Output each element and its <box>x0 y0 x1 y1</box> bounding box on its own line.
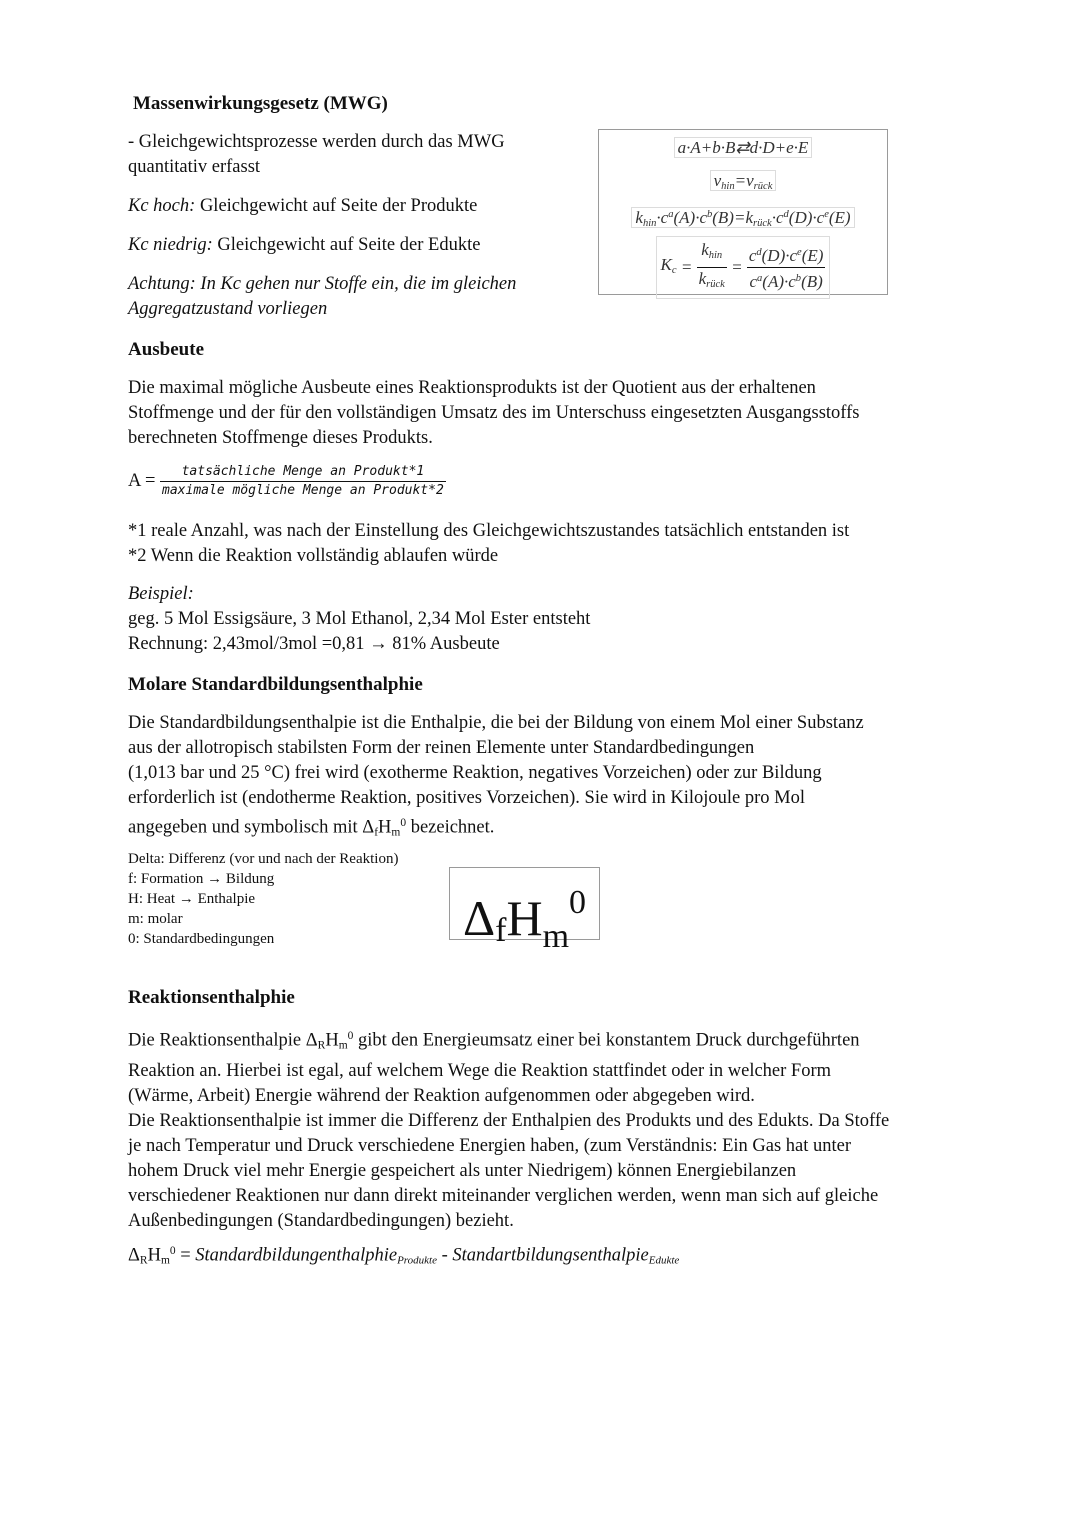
legend-h: H: Heat → Enthalpie <box>128 891 256 907</box>
ausbeute-line-1: Die maximal mögliche Ausbeute eines Reaktionsprodukts ist der Quotient aus der erhaltenen <box>128 378 816 398</box>
rueck-sub: rück <box>753 217 772 229</box>
example-given: geg. 5 Mol Essigsäure, 3 Mol Ethanol, 2,34 Mol Ester entsteht <box>128 609 591 629</box>
ausbeute-formula <box>128 463 446 500</box>
f-sub: f <box>374 826 379 839</box>
rate-equality <box>599 168 887 199</box>
H-letter: H <box>147 1245 161 1266</box>
exp-d: d <box>756 247 762 259</box>
exp-a: a <box>757 273 763 285</box>
zero-sup: 0 <box>569 884 587 921</box>
equals: = <box>734 171 747 190</box>
ausbeute-definition <box>128 376 958 451</box>
mwg-intro-line-2: quantitativ erfasst <box>128 157 261 177</box>
example-label: Beispiel: <box>128 584 194 604</box>
H-letter: H <box>506 890 543 946</box>
f-sub: f <box>495 912 507 949</box>
H-letter: H <box>378 817 392 838</box>
kc-low-label: Kc niedrig: <box>128 235 213 255</box>
zero-sup: 0 <box>169 1245 176 1257</box>
standard-line-3: (1,013 bar und 25 °C) frei wird (exotherme Reaktion, negatives Vorzeichen) oder zur Bildung <box>128 763 822 783</box>
mwg-note-line-1: Achtung: In Kc gehen nur Stoffe ein, die im gleichen <box>128 274 517 294</box>
kc-high-label: Kc hoch: <box>128 196 196 216</box>
footnote-1: *1 reale Anzahl, was nach der Einstellung des Gleichgewichtszustandes tatsächlich entstanden ist <box>128 521 850 541</box>
k-ratio-denominator <box>697 268 727 296</box>
k-letter: k <box>698 269 707 289</box>
standard-paragraph <box>128 711 958 846</box>
ausbeute-example <box>128 582 958 657</box>
mwg-text <box>128 130 578 322</box>
k-letter: k <box>701 240 709 259</box>
kc-low-text: Gleichgewicht auf Seite der Edukte <box>212 235 481 255</box>
mwg-title: Massenwirkungsgesetz (MWG) <box>133 93 388 114</box>
K-letter: K <box>660 254 672 274</box>
reaktion-line-8: Außenbedingungen (Standardbedingungen) bezieht. <box>128 1210 514 1231</box>
concentration-numerator <box>747 242 826 268</box>
k-ratio-numerator <box>697 239 727 268</box>
ausbeute-fraction <box>160 463 446 500</box>
c-sub: c <box>671 264 677 276</box>
rate-law-equation <box>599 202 887 236</box>
delta-symbol: Δ <box>462 890 496 946</box>
term-E: (E) <box>801 246 824 266</box>
line-5-end: bezeichnet. <box>406 817 495 838</box>
reaktion-line-4: Die Reaktionsenthalpie ist immer die Differenz der Enthalpien des Produkts und des Edukts. Da Stoffe <box>128 1110 890 1131</box>
exp-e: e <box>797 247 802 259</box>
kc-low-line <box>128 233 578 258</box>
exp-b: b <box>795 273 802 285</box>
term-B: (B) <box>801 271 823 291</box>
line-1-end: gibt den Energieumsatz einer bei konstantem Druck durchgeführten <box>353 1030 860 1051</box>
R-sub: R <box>139 1254 148 1267</box>
legend-m: m: molar <box>128 911 183 927</box>
reaktion-line-1 <box>128 1024 968 1059</box>
m-sub: m <box>391 826 401 839</box>
formula-lhs: A = <box>128 471 161 491</box>
reaktion-formula <box>128 1239 679 1274</box>
reaktion-line-7: verschiedener Reaktionen nur dann direkt miteinander verglichen werden, wenn man sich auf gleiche <box>128 1185 879 1206</box>
minus: - <box>436 1245 453 1266</box>
zero-sup: 0 <box>347 1030 354 1042</box>
rueck-sub: rück <box>706 279 725 291</box>
term-E: (E) <box>828 207 851 227</box>
reaktion-line-6: hohem Druck viel mehr Energie gespeichert als unter Niedrigem) können Energiebilanzen <box>128 1160 797 1181</box>
exp-d: d <box>783 209 789 220</box>
c-symbol: ·c <box>656 207 669 227</box>
c-symbol-2: ·c <box>771 207 784 227</box>
kc-equation-cell <box>656 236 831 299</box>
legend-f: f: Formation → Bildung <box>128 871 275 887</box>
standard-title: Molare Standardbildungsenthalphie <box>128 674 423 695</box>
c-letter: c <box>748 246 757 266</box>
mwg-equation-box <box>598 129 888 295</box>
concentration-denominator <box>747 268 826 293</box>
reaktion-title: Reaktionsenthalphie <box>128 987 295 1008</box>
standard-line-4: erforderlich ist (endotherme Reaktion, positives Vorzeichen). Sie wird in Kilojoule pro Mol <box>128 788 805 808</box>
ausbeute-line-3: berechneten Stoffmenge dieses Produkts. <box>128 428 433 448</box>
kc-high-text: Gleichgewicht auf Seite der Produkte <box>195 196 478 216</box>
R-sub: R <box>317 1039 326 1052</box>
concentration-fraction <box>747 242 826 293</box>
m-sub: m <box>542 918 570 955</box>
legend-0: 0: Standardbedingungen <box>128 931 275 947</box>
k-symbol: k <box>635 207 643 227</box>
k-ratio-fraction <box>697 239 727 296</box>
m-sub: m <box>160 1254 170 1267</box>
kc-symbol <box>661 255 677 274</box>
equilibrium-equation <box>599 135 887 160</box>
hin-sub: hin <box>708 250 723 262</box>
reaktion-line-5: je nach Temperatur und Druck verschiedene Energien haben, (zum Verständnis: Ein Gas hat unter <box>128 1135 852 1156</box>
exp-e: e <box>824 209 829 220</box>
standard-line-5: angegeben und symbolisch mit $\Delta_fH_m^0$ bezeichnet. <box>128 817 495 839</box>
rate-law-cell <box>631 207 854 228</box>
zero-sup: 0 <box>400 817 407 829</box>
equals-1: = <box>680 257 693 277</box>
exp-b: b <box>707 209 713 220</box>
ausbeute-footnotes <box>128 519 958 569</box>
hin-sub: hin <box>642 217 657 229</box>
standard-line-1: Die Standardbildungsenthalpie ist die Enthalpie, die bei der Bildung von einem Mol einer Substanz <box>128 713 864 733</box>
sub-produkte: Produkte <box>397 1254 437 1267</box>
standard-line-2: aus der allotropisch stabilsten Form der reinen Elemente unter Standardbedingungen <box>128 738 755 758</box>
m-sub: m <box>338 1039 348 1052</box>
reaktion-line-2: Reaktion an. Hierbei ist egal, auf welchem Wege die Reaktion stattfindet oder in welcher Form <box>128 1060 831 1081</box>
reaktion-line-3: (Wärme, Arbeit) Energie während der Reaktion aufgenommen oder abgegeben wird. <box>128 1085 755 1106</box>
ausbeute-title: Ausbeute <box>128 339 205 360</box>
term-A: (A)·c <box>673 207 707 227</box>
footnote-2: *2 Wenn die Reaktion vollständig ablaufen würde <box>128 546 499 566</box>
term-A: (A)·c <box>762 271 796 291</box>
equals: = <box>175 1245 196 1266</box>
equilibrium-equation-text: a·A+b·B⇄d·D+e·E <box>674 137 813 158</box>
c-letter: c <box>749 271 758 291</box>
reaktion-paragraph <box>128 1024 968 1234</box>
enthalpy-symbol-box <box>449 867 600 955</box>
v-symbol-2: v <box>746 171 754 190</box>
line-1-start: Die Reaktionsenthalpie Δ <box>128 1030 318 1051</box>
rueck-sub: rück <box>753 181 773 193</box>
term-B: (B)=k <box>712 207 753 227</box>
mwg-intro-line-1: - Gleichgewichtsprozesse werden durch das MWG <box>128 132 505 152</box>
exp-a: a <box>668 209 674 220</box>
kc-high-line <box>128 194 578 219</box>
kc-equation <box>599 236 887 299</box>
symbol-legend <box>128 849 398 949</box>
formula-numerator: tatsächliche Menge an Produkt*1 <box>160 463 446 482</box>
rate-equality-cell <box>710 170 777 191</box>
example-calculation: Rechnung: 2,43mol/3mol =0,81 → 81% Ausbeute <box>128 634 500 654</box>
hin-sub: hin <box>721 181 735 193</box>
mwg-note-line-2: Aggregatzustand vorliegen <box>128 299 328 319</box>
term-D: (D)·c <box>761 246 798 266</box>
term-edukte: Standartbildungsenthalpie <box>452 1245 649 1266</box>
v-symbol: v <box>713 171 722 190</box>
term-D: (D)·c <box>788 207 825 227</box>
H-letter: H <box>325 1030 339 1051</box>
legend-delta: Delta: Differenz (vor und nach der Reaktion) <box>128 851 399 867</box>
sub-edukte: Edukte <box>648 1254 680 1267</box>
ausbeute-line-2: Stoffmenge und der für den vollständigen Umsatz des im Unterschuss eingesetzten Ausgangsstoffs <box>128 403 860 423</box>
equals-2: = <box>731 257 743 277</box>
formula-denominator: maximale mögliche Menge an Produkt*2 <box>162 483 444 498</box>
term-produkte: Standardbildungenthalphie <box>195 1245 398 1266</box>
delta-symbol: Δ <box>128 1245 140 1266</box>
